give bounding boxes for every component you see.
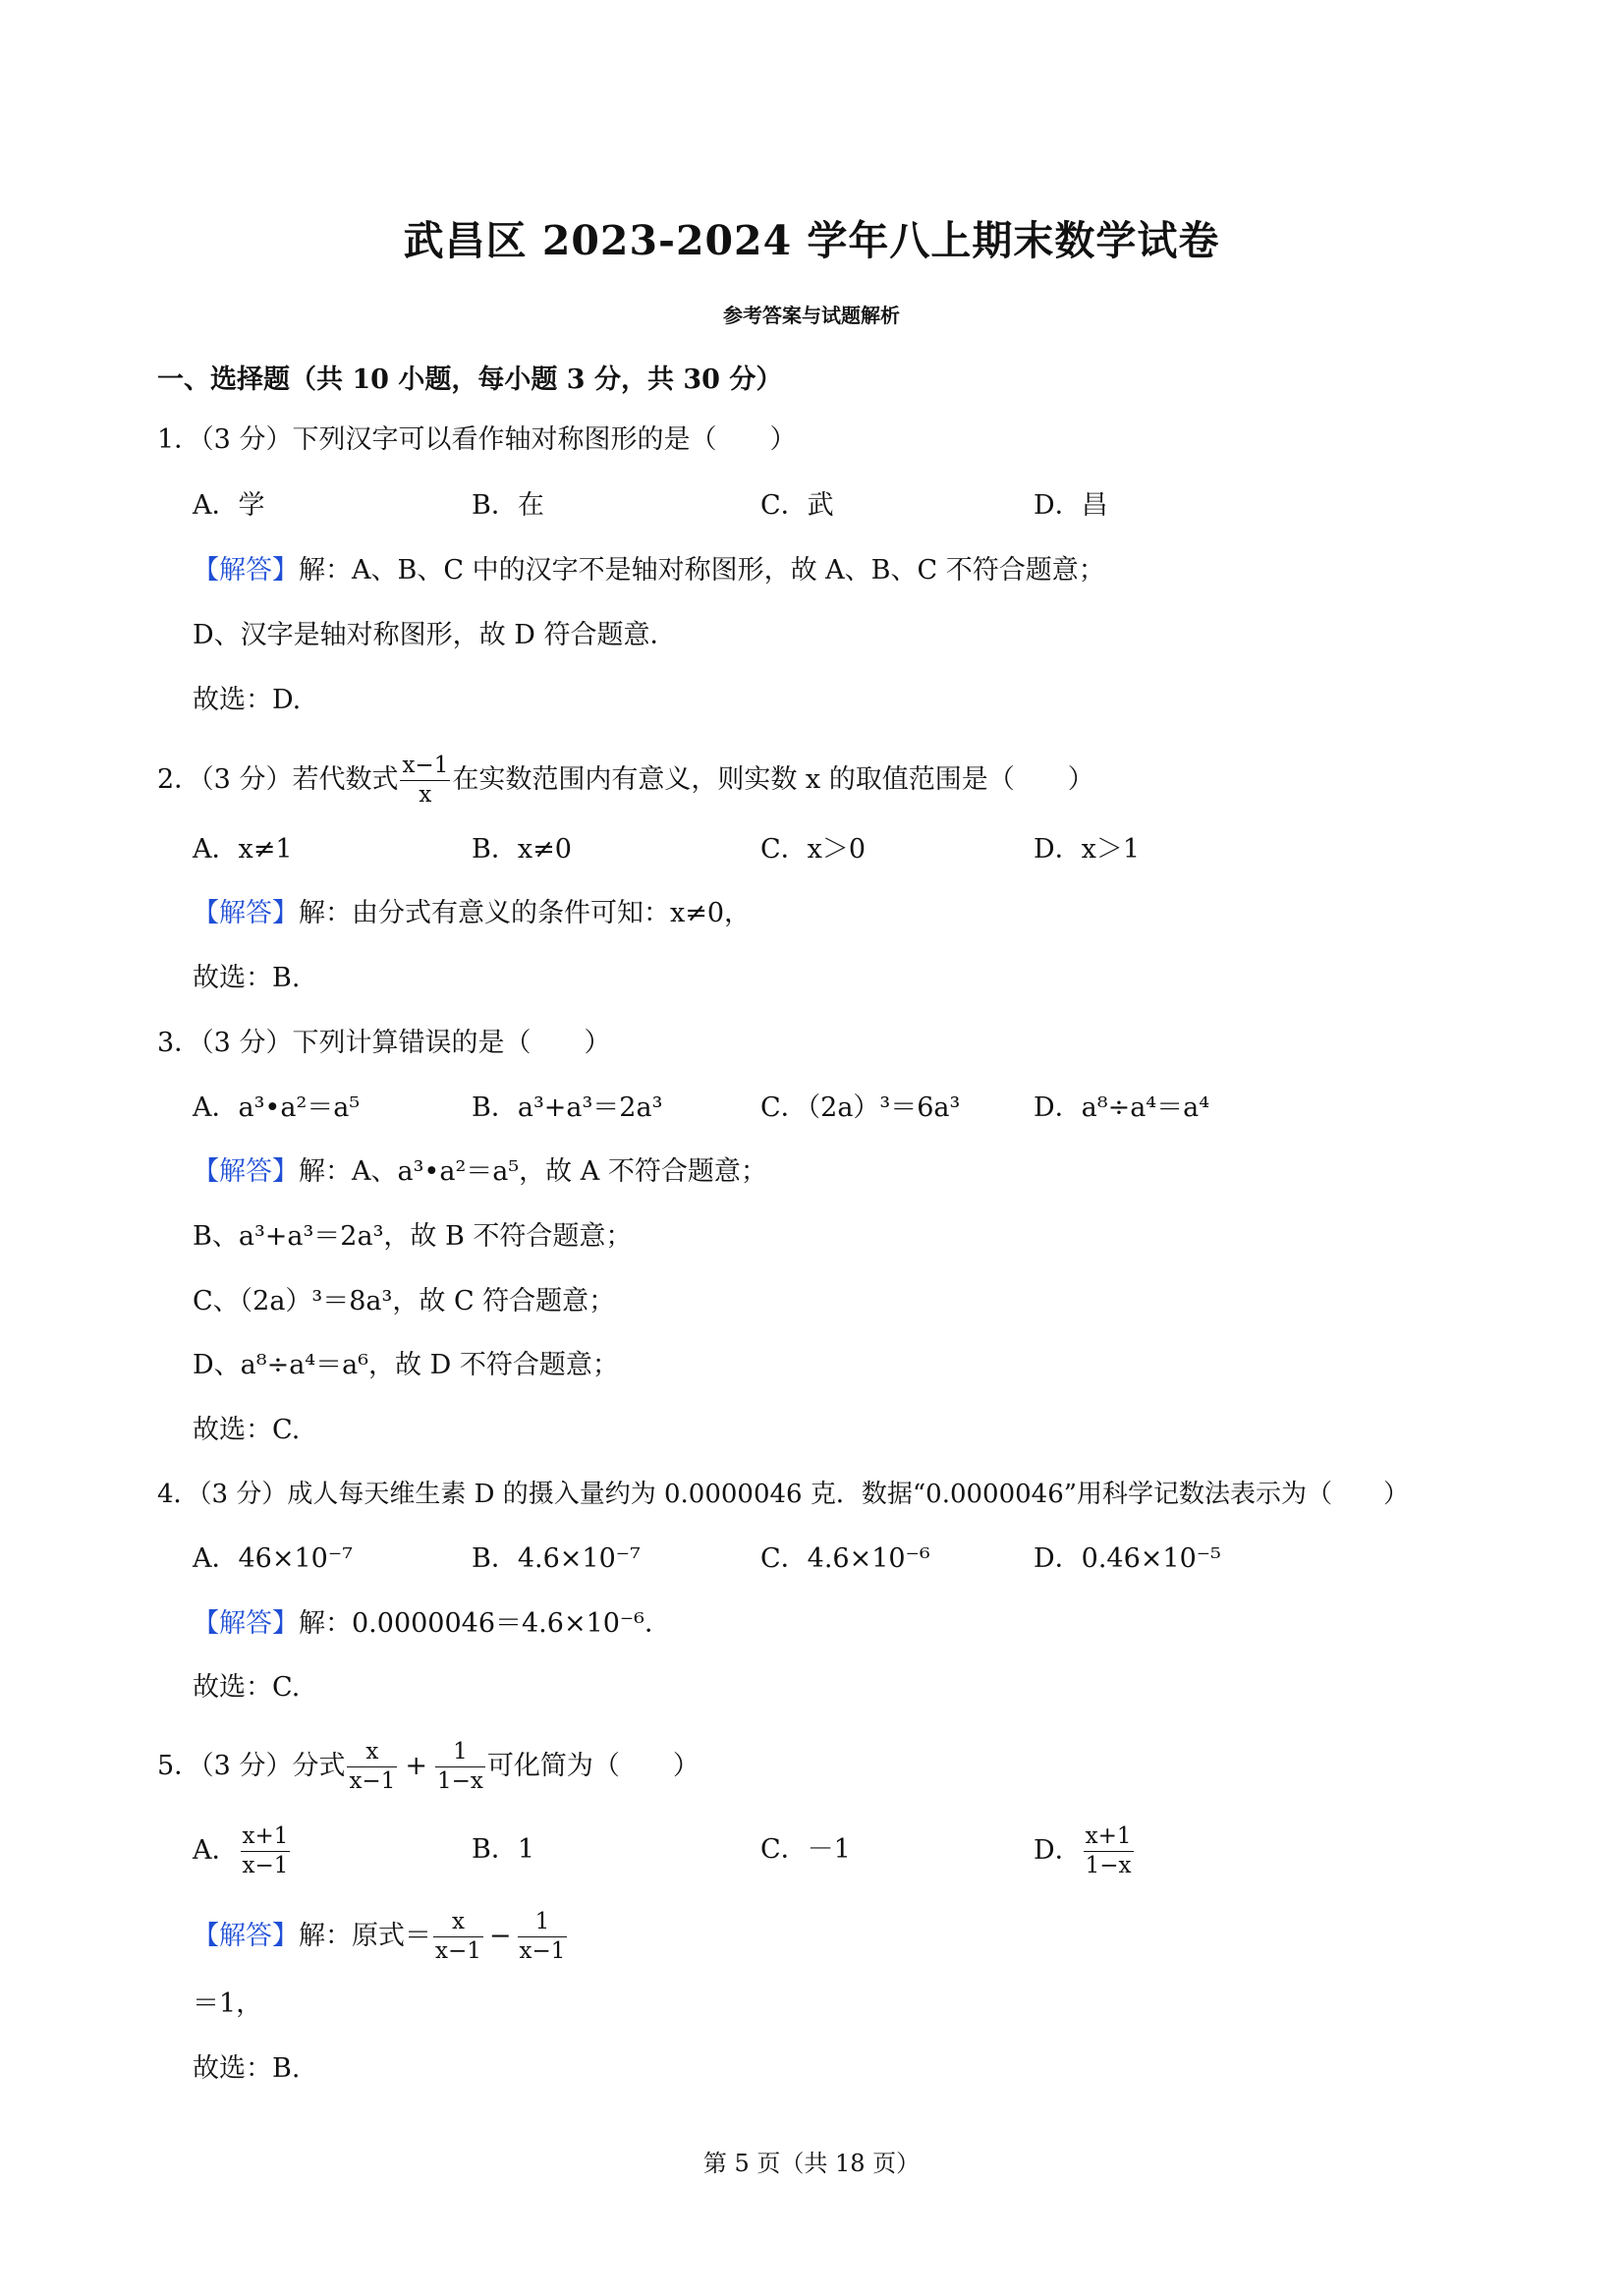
q2-fraction-denominator: x bbox=[400, 780, 450, 807]
q5-fraction-2-numerator: 1 bbox=[453, 1739, 468, 1764]
q4-option-c: C．4.6×10⁻⁶ bbox=[760, 1543, 930, 1574]
q5-stem-prefix: 5．（3 分）分式 bbox=[157, 1751, 346, 1781]
q2-fraction-numerator: x−1 bbox=[402, 753, 449, 778]
jie-label: 解： bbox=[299, 1608, 352, 1639]
q3-answer bbox=[193, 1411, 300, 1450]
q2-option-a: A．x≠1 bbox=[193, 834, 293, 865]
q5-option-a-label: A． bbox=[193, 1835, 239, 1866]
q5-fraction-1-denominator: x−1 bbox=[349, 1768, 396, 1794]
q3-solution-text: A、a³•a²＝a⁵，故 A 不符合题意； bbox=[352, 1156, 767, 1187]
q5-answer bbox=[193, 2049, 300, 2089]
answer-tag: 【解答】 bbox=[193, 1608, 299, 1639]
q1-answer-value: D. bbox=[272, 685, 302, 715]
q5-option-d-denominator: 1−x bbox=[1085, 1853, 1132, 1878]
q5-solution-fraction-2 bbox=[518, 1911, 568, 1963]
q1-option-c: C．武 bbox=[760, 490, 834, 521]
jie-label: 解： bbox=[299, 1156, 352, 1187]
jie-label: 解： bbox=[299, 898, 352, 928]
q2-option-c: C．x＞0 bbox=[760, 834, 867, 865]
q3-option-d: D．a⁸÷a⁴＝a⁴ bbox=[1034, 1092, 1210, 1123]
page-footer: 第 5 页（共 18 页） bbox=[702, 2150, 921, 2177]
page-title: 武昌区 2023-2024 学年八上期末数学试卷 bbox=[403, 217, 1220, 264]
q4-stem: 4．（3 分）成人每天维生素 D 的摄入量约为 0.0000046 克．数据“0.0000046”用科学记数法表示为（ ） bbox=[157, 1480, 1410, 1509]
q4-solution-text: 0.0000046＝4.6×10⁻⁶． bbox=[352, 1608, 672, 1639]
q5-option-a-numerator: x+1 bbox=[242, 1823, 289, 1849]
q5-solution-fraction-2-denominator: x−1 bbox=[519, 1938, 566, 1964]
q1-solution-line-1 bbox=[193, 551, 1105, 590]
q3-stem: 3．（3 分）下列计算错误的是（ ） bbox=[157, 1028, 611, 1058]
q5-solution-line-2: ＝1， bbox=[193, 1988, 263, 2019]
q5-solution-fraction-1 bbox=[433, 1911, 483, 1963]
q5-fraction-1-numerator: x bbox=[365, 1739, 379, 1764]
q5-option-a-fraction bbox=[241, 1825, 291, 1877]
q4-solution-line-1 bbox=[193, 1604, 671, 1644]
q3-option-b: B．a³+a³＝2a³ bbox=[472, 1092, 663, 1123]
q5-option-c: C．－1 bbox=[760, 1834, 851, 1865]
q5-solution-line-1 bbox=[193, 1911, 569, 1963]
chosen-prefix: 故选： bbox=[193, 685, 272, 715]
q5-stem bbox=[157, 1741, 700, 1793]
q2-solution-text: 由分式有意义的条件可知：x≠0， bbox=[352, 898, 752, 928]
section-heading: 一、选择题（共 10 小题，每小题 3 分，共 30 分） bbox=[157, 364, 783, 395]
q2-answer-value: B. bbox=[272, 963, 301, 993]
q3-solution-line-3: C、（2a）³＝8a³，故 C 符合题意； bbox=[193, 1286, 616, 1316]
q3-solution-line-4: D、a⁸÷a⁴＝a⁶，故 D 不符合题意； bbox=[193, 1350, 619, 1380]
q2-fraction bbox=[400, 755, 450, 807]
chosen-prefix: 故选： bbox=[193, 1415, 272, 1445]
q3-solution-line-2: B、a³+a³＝2a³，故 B 不符合题意； bbox=[193, 1221, 633, 1252]
answer-tag: 【解答】 bbox=[193, 898, 299, 928]
q2-option-d: D．x＞1 bbox=[1034, 834, 1141, 865]
q5-option-d-fraction bbox=[1084, 1825, 1134, 1877]
q2-option-b: B．x≠0 bbox=[472, 834, 572, 865]
q4-option-b: B．4.6×10⁻⁷ bbox=[472, 1543, 641, 1574]
q1-answer bbox=[193, 681, 301, 720]
q1-option-a: A．学 bbox=[193, 490, 265, 521]
q4-answer-value: C. bbox=[272, 1672, 301, 1703]
q2-stem bbox=[157, 755, 1094, 807]
jie-label: 解： bbox=[299, 555, 352, 586]
q1-solution-line-2: D、汉字是轴对称图形，故 D 符合题意． bbox=[193, 620, 677, 650]
jie-label: 解： bbox=[299, 1921, 352, 1951]
q3-option-c: C．（2a）³＝6a³ bbox=[760, 1092, 961, 1123]
q3-option-a: A．a³•a²＝a⁵ bbox=[193, 1092, 361, 1123]
q2-solution-line-1 bbox=[193, 894, 751, 933]
q2-stem-suffix: 在实数范围内有意义，则实数 x 的取值范围是（ ） bbox=[452, 764, 1094, 795]
chosen-prefix: 故选： bbox=[193, 1672, 272, 1703]
q5-option-a bbox=[193, 1825, 292, 1877]
q5-option-d-numerator: x+1 bbox=[1085, 1823, 1132, 1849]
q3-answer-value: C. bbox=[272, 1415, 301, 1445]
q5-plus-sign: + bbox=[405, 1751, 427, 1781]
q5-fraction-2-denominator: 1−x bbox=[436, 1768, 483, 1794]
q5-option-b: B．1 bbox=[472, 1834, 535, 1865]
q5-option-d-label: D． bbox=[1034, 1835, 1082, 1866]
answer-tag: 【解答】 bbox=[193, 555, 299, 586]
q5-fraction-2 bbox=[435, 1741, 485, 1793]
q5-solution-fraction-1-denominator: x−1 bbox=[435, 1938, 481, 1964]
q3-solution-line-1 bbox=[193, 1152, 767, 1192]
q5-solution-fraction-1-numerator: x bbox=[451, 1909, 465, 1934]
q4-answer bbox=[193, 1668, 300, 1708]
chosen-prefix: 故选： bbox=[193, 2053, 272, 2084]
q5-option-a-denominator: x−1 bbox=[242, 1853, 289, 1878]
chosen-prefix: 故选： bbox=[193, 963, 272, 993]
q1-stem: 1．（3 分）下列汉字可以看作轴对称图形的是（ ） bbox=[157, 424, 797, 455]
q5-fraction-1 bbox=[347, 1741, 397, 1793]
answer-tag: 【解答】 bbox=[193, 1156, 299, 1187]
q1-solution-text: A、B、C 中的汉字不是轴对称图形，故 A、B、C 不符合题意； bbox=[352, 555, 1105, 586]
q5-solution-prefix: 原式＝ bbox=[352, 1921, 431, 1951]
q2-stem-prefix: 2．（3 分）若代数式 bbox=[157, 764, 399, 795]
q1-option-b: B．在 bbox=[472, 490, 544, 521]
q4-option-a: A．46×10⁻⁷ bbox=[193, 1543, 353, 1574]
q1-option-d: D．昌 bbox=[1034, 490, 1108, 521]
page-subtitle: 参考答案与试题解析 bbox=[723, 304, 900, 327]
answer-tag: 【解答】 bbox=[193, 1921, 299, 1951]
q5-stem-suffix: 可化简为（ ） bbox=[486, 1751, 700, 1781]
q5-answer-value: B. bbox=[272, 2053, 301, 2084]
q5-minus-sign: − bbox=[488, 1921, 512, 1951]
q5-option-d bbox=[1034, 1825, 1136, 1877]
q5-solution-fraction-2-numerator: 1 bbox=[534, 1909, 550, 1934]
q2-answer bbox=[193, 959, 300, 998]
q4-option-d: D．0.46×10⁻⁵ bbox=[1034, 1543, 1221, 1574]
